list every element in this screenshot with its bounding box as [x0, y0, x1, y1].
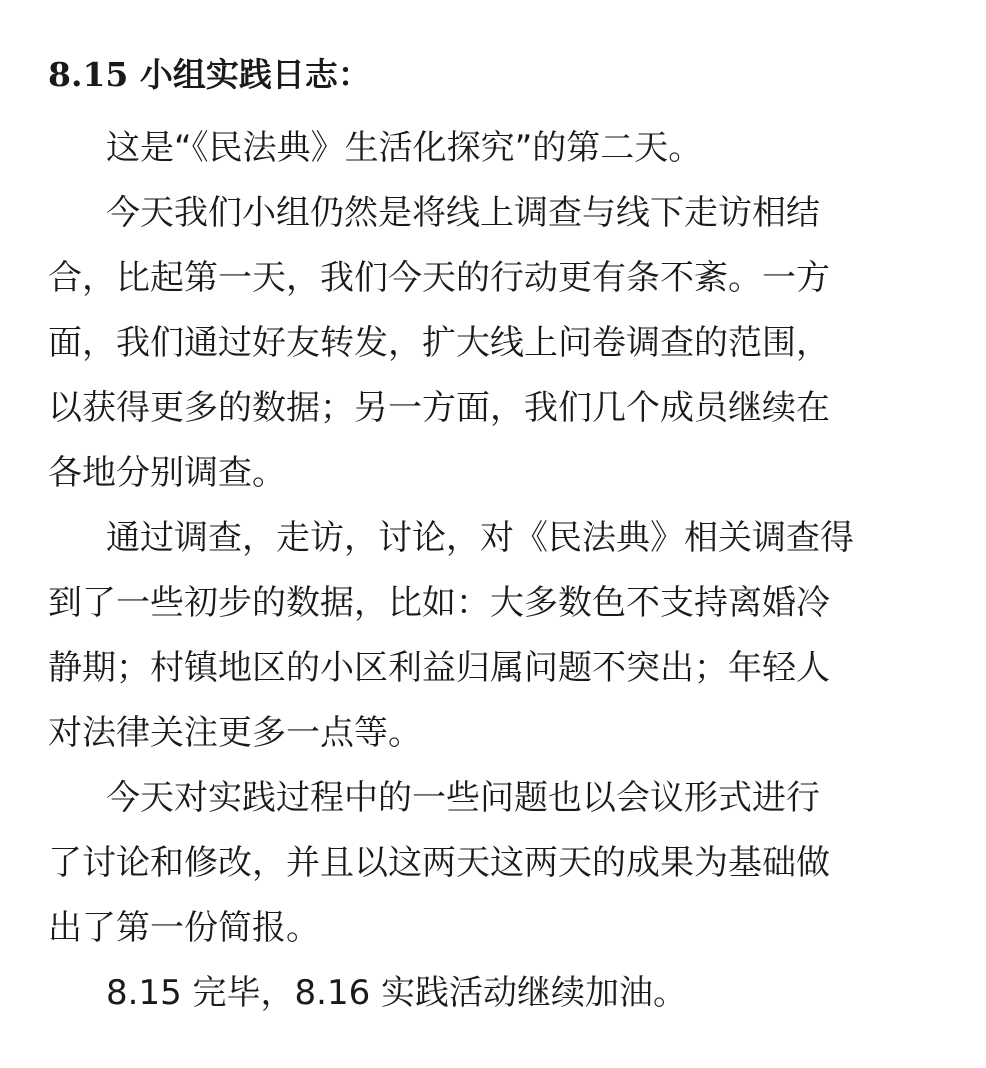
text-line: 出了第一份简报。 — [48, 908, 320, 948]
text-line: 通过调查，走访，讨论，对《民法典》相关调查得 — [106, 518, 854, 558]
text-line: 各地分别调查。 — [48, 453, 286, 493]
paragraph-3 — [48, 506, 948, 766]
text-line: 静期；村镇地区的小区利益归属问题不突出；年轻人 — [48, 648, 830, 688]
paragraph-5 — [48, 961, 948, 1026]
text-line: 到了一些初步的数据，比如：大多数色不支持离婚冷 — [48, 583, 830, 623]
text-line: 合，比起第一天，我们今天的行动更有条不紊。一方 — [48, 258, 830, 298]
text-line: 这是“《民法典》生活化探究”的第二天。 — [106, 128, 703, 168]
document-title: 8.15 小组实践日志： — [48, 55, 371, 94]
paragraph-4 — [48, 766, 948, 961]
text-line: 对法律关注更多一点等。 — [48, 713, 422, 753]
document-body — [48, 52, 948, 1026]
text-line: 面，我们通过好友转发，扩大线上问卷调查的范围， — [48, 323, 830, 363]
text-line: 以获得更多的数据；另一方面，我们几个成员继续在 — [48, 388, 830, 428]
text-line: 了讨论和修改，并且以这两天这两天的成果为基础做 — [48, 843, 830, 883]
text-line: 今天对实践过程中的一些问题也以会议形式进行 — [106, 778, 820, 818]
paragraph-1 — [48, 116, 948, 181]
text-line: 8.15 完毕，8.16 实践活动继续加油。 — [106, 973, 688, 1013]
text-line: 今天我们小组仍然是将线上调查与线下走访相结 — [106, 193, 820, 233]
paragraph-2 — [48, 181, 948, 506]
